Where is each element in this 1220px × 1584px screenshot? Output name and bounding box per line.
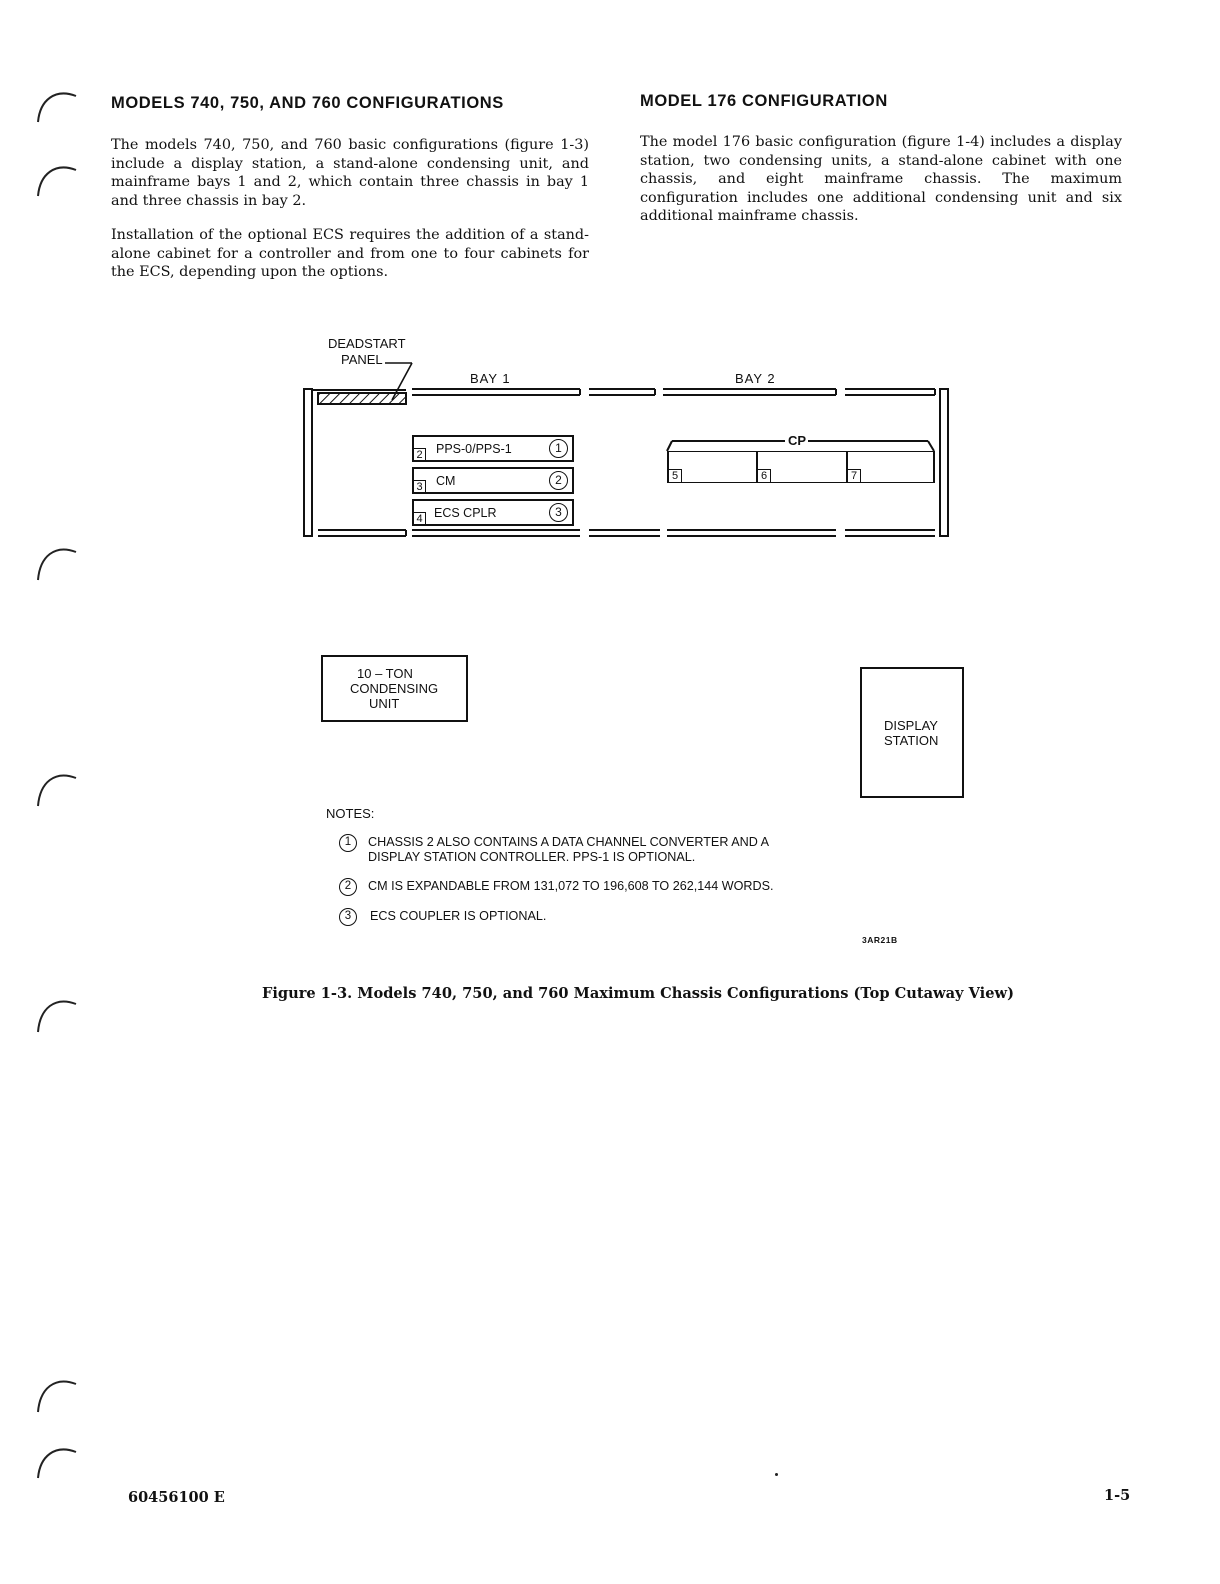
stray-dot <box>775 1473 778 1476</box>
condensing-unit-box <box>321 655 468 722</box>
note-number: 1 <box>339 834 357 852</box>
right-heading: MODEL 176 CONFIGURATION <box>640 92 888 110</box>
note-number: 2 <box>339 878 357 896</box>
binder-hole-mark <box>38 776 76 806</box>
binder-hole-mark <box>38 1382 76 1412</box>
figure-caption: Figure 1-3. Models 740, 750, and 760 Maximum Chassis Configurations (Top Cutaway View) <box>262 985 1014 1002</box>
binder-hole-mark <box>38 1002 76 1032</box>
cp-label: CP <box>788 433 807 448</box>
deadstart-label-line1: DEADSTART <box>328 336 406 351</box>
left-heading: MODELS 740, 750, AND 760 CONFIGURATIONS <box>111 94 504 112</box>
binder-hole-mark <box>38 1450 76 1478</box>
chassis-number: 2 <box>414 448 426 460</box>
chassis-number: 5 <box>669 469 682 482</box>
display-station-box <box>860 667 964 798</box>
cabinet-right-wall <box>940 389 948 536</box>
chassis-5 <box>667 451 756 483</box>
note-ref-1: 1 <box>549 439 568 458</box>
chassis-6 <box>756 451 846 483</box>
condensing-line2: CONDENSING <box>350 681 439 696</box>
cabinet-left-wall <box>304 389 312 536</box>
right-paragraph-1: The model 176 basic configuration (figure 1-4) includes a display station, two condensing units, a stand-alone cabinet with one chassis, and eight mainframe chassis. The maximum configuration includes one additional condensing unit and six additional mainframe chassis. <box>640 134 1122 225</box>
display-line1: DISPLAY <box>884 718 938 733</box>
note-number: 3 <box>339 908 357 926</box>
chassis-2-pps <box>412 435 574 462</box>
chassis-7 <box>846 451 935 483</box>
note-2-line1: CM IS EXPANDABLE FROM 131,072 TO 196,608 TO 262,144 WORDS. <box>368 879 774 893</box>
deadstart-panel <box>318 393 406 404</box>
display-line2: STATION <box>884 733 939 748</box>
chassis-label: CM <box>436 474 456 488</box>
note-3-line1: ECS COUPLER IS OPTIONAL. <box>370 909 547 923</box>
drawing-id: 3AR21B <box>862 935 898 945</box>
chassis-label: ECS CPLR <box>434 506 497 520</box>
left-paragraph-2: Installation of the optional ECS requires the addition of a stand-alone cabinet for a controller and from one to four cabinets for the ECS, depending upon the options. <box>111 227 589 281</box>
condensing-line3: UNIT <box>369 696 400 711</box>
chassis-number: 4 <box>414 512 426 524</box>
left-paragraph-1: The models 740, 750, and 760 basic configurations (figure 1-3) include a display station, a stand-alone condensing unit, and mainframe bays 1 and 2, which contain three chassis in bay 1 and three chassis in bay 2. <box>111 137 589 209</box>
notes-heading: NOTES: <box>326 806 375 821</box>
note-ref-2: 2 <box>549 471 568 490</box>
note-1-line2: DISPLAY STATION CONTROLLER. PPS-1 IS OPTIONAL. <box>368 850 696 864</box>
chassis-3-cm <box>412 467 574 494</box>
chassis-number: 6 <box>758 469 771 482</box>
note-1-line1: CHASSIS 2 ALSO CONTAINS A DATA CHANNEL CONVERTER AND A <box>368 835 770 849</box>
note-ref-3: 3 <box>549 503 568 522</box>
mainframe-outline-drawing <box>0 0 1220 600</box>
chassis-number: 7 <box>848 469 861 482</box>
deadstart-label-line2: PANEL <box>341 352 383 367</box>
bay1-label: BAY 1 <box>470 371 511 386</box>
cp-bracket <box>667 441 672 451</box>
chassis-4-ecs-cplr <box>412 499 574 526</box>
footer-doc-number: 60456100 E <box>128 1489 225 1506</box>
footer-page-number: 1-5 <box>1104 1487 1131 1504</box>
condensing-line1: 10 – TON <box>357 666 413 681</box>
bay2-label: BAY 2 <box>735 371 776 386</box>
chassis-number: 3 <box>414 480 426 492</box>
chassis-label: PPS-0/PPS-1 <box>436 442 512 456</box>
